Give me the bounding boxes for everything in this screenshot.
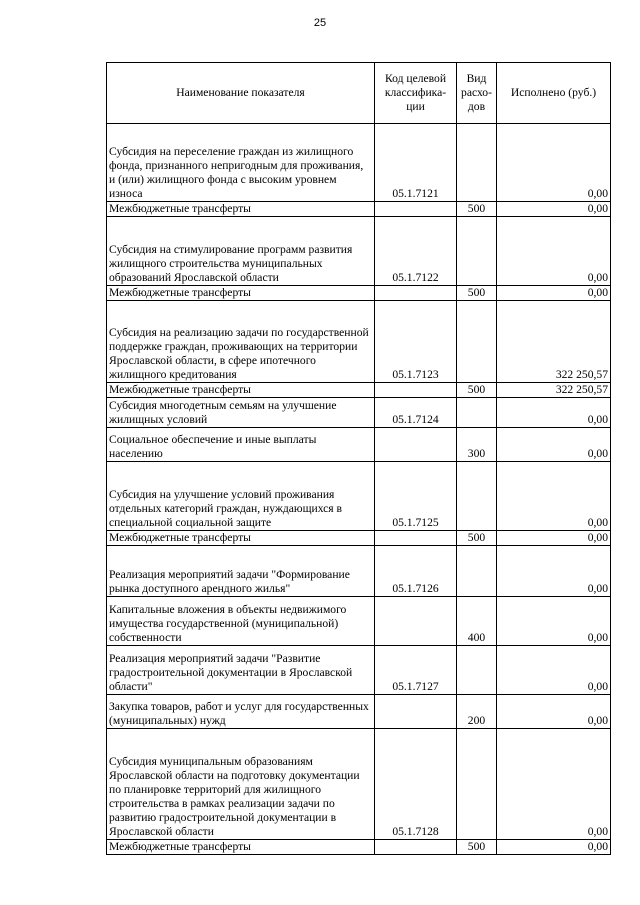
row-kind: 300 — [457, 428, 497, 462]
row-kind — [457, 217, 497, 286]
row-amount: 322 250,57 — [497, 383, 611, 398]
row-amount: 0,00 — [497, 462, 611, 531]
table-row — [107, 428, 611, 462]
row-kind: 500 — [457, 840, 497, 855]
row-code: 05.1.7124 — [375, 398, 457, 428]
row-code: 05.1.7127 — [375, 646, 457, 695]
table-row — [107, 217, 611, 286]
row-kind: 500 — [457, 202, 497, 217]
row-amount: 0,00 — [497, 217, 611, 286]
table-row — [107, 301, 611, 383]
table-row — [107, 398, 611, 428]
row-amount: 0,00 — [497, 546, 611, 597]
row-kind: 500 — [457, 531, 497, 546]
row-name: Субсидия многодетным семьям на улучшение жилищных условий — [107, 398, 375, 428]
table-header-row — [107, 63, 611, 124]
row-name: Субсидия на улучшение условий проживания отдельных категорий граждан, нуждающихся в специальной социальной защите — [107, 462, 375, 531]
header-name: Наименование показателя — [107, 63, 375, 124]
header-code: Код целевой классифика-ции — [375, 63, 457, 124]
row-name: Реализация мероприятий задачи "Формирование рынка доступного арендного жилья" — [107, 546, 375, 597]
expense-table — [106, 62, 611, 855]
row-kind — [457, 462, 497, 531]
row-code: 05.1.7122 — [375, 217, 457, 286]
row-kind: 400 — [457, 597, 497, 646]
row-amount: 0,00 — [497, 729, 611, 840]
row-amount: 0,00 — [497, 398, 611, 428]
row-kind — [457, 646, 497, 695]
row-code — [375, 840, 457, 855]
row-amount: 0,00 — [497, 597, 611, 646]
row-name: Субсидия на стимулирование программ развития жилищного строительства муниципальных образований Ярославской области — [107, 217, 375, 286]
table-row — [107, 462, 611, 531]
table-row — [107, 546, 611, 597]
table-row — [107, 646, 611, 695]
row-name: Субсидия на переселение граждан из жилищного фонда, признанного непригодным для проживания, и (или) жилищного фонда с высоким уровнем износа — [107, 124, 375, 202]
row-name: Межбюджетные трансферты — [107, 383, 375, 398]
row-code — [375, 286, 457, 301]
row-name: Субсидия на реализацию задачи по государственной поддержке граждан, проживающих на территории Ярославской области, в сфере ипотечного жилищного кредитования — [107, 301, 375, 383]
table-row — [107, 202, 611, 217]
row-name: Закупка товаров, работ и услуг для государственных (муниципальных) нужд — [107, 695, 375, 729]
row-name: Межбюджетные трансферты — [107, 202, 375, 217]
row-kind — [457, 398, 497, 428]
row-kind — [457, 546, 497, 597]
table-row — [107, 383, 611, 398]
row-amount: 0,00 — [497, 695, 611, 729]
row-kind — [457, 729, 497, 840]
row-kind: 500 — [457, 286, 497, 301]
row-kind: 500 — [457, 383, 497, 398]
row-name: Капитальные вложения в объекты недвижимого имущества государственной (муниципальной) собственности — [107, 597, 375, 646]
row-name: Реализация мероприятий задачи "Развитие градостроительной документации в Ярославской области" — [107, 646, 375, 695]
row-code — [375, 531, 457, 546]
row-code: 05.1.7128 — [375, 729, 457, 840]
header-kind: Вид расхо-дов — [457, 63, 497, 124]
row-amount: 0,00 — [497, 646, 611, 695]
row-kind — [457, 301, 497, 383]
table-row — [107, 597, 611, 646]
row-code: 05.1.7121 — [375, 124, 457, 202]
row-code — [375, 383, 457, 398]
row-name: Социальное обеспечение и иные выплаты населению — [107, 428, 375, 462]
table-row — [107, 124, 611, 202]
row-code: 05.1.7126 — [375, 546, 457, 597]
row-name: Межбюджетные трансферты — [107, 286, 375, 301]
row-name: Межбюджетные трансферты — [107, 531, 375, 546]
row-amount: 0,00 — [497, 531, 611, 546]
row-code: 05.1.7125 — [375, 462, 457, 531]
row-code: 05.1.7123 — [375, 301, 457, 383]
row-amount: 322 250,57 — [497, 301, 611, 383]
row-amount: 0,00 — [497, 124, 611, 202]
row-code — [375, 695, 457, 729]
row-kind — [457, 124, 497, 202]
table-row — [107, 840, 611, 855]
row-amount: 0,00 — [497, 840, 611, 855]
row-amount: 0,00 — [497, 428, 611, 462]
table-row — [107, 695, 611, 729]
row-name: Субсидия муниципальным образованиям Ярославской области на подготовку документации по планировке территорий для жилищного строительства в рамках реализации задачи по развитию градостроительной документации в Ярославской области — [107, 729, 375, 840]
row-code — [375, 428, 457, 462]
table-row — [107, 286, 611, 301]
header-amount: Исполнено (руб.) — [497, 63, 611, 124]
page-number: 25 — [313, 17, 327, 29]
row-name: Межбюджетные трансферты — [107, 840, 375, 855]
row-amount: 0,00 — [497, 286, 611, 301]
row-amount: 0,00 — [497, 202, 611, 217]
table-row — [107, 729, 611, 840]
row-code — [375, 202, 457, 217]
row-code — [375, 597, 457, 646]
row-kind: 200 — [457, 695, 497, 729]
table-row — [107, 531, 611, 546]
